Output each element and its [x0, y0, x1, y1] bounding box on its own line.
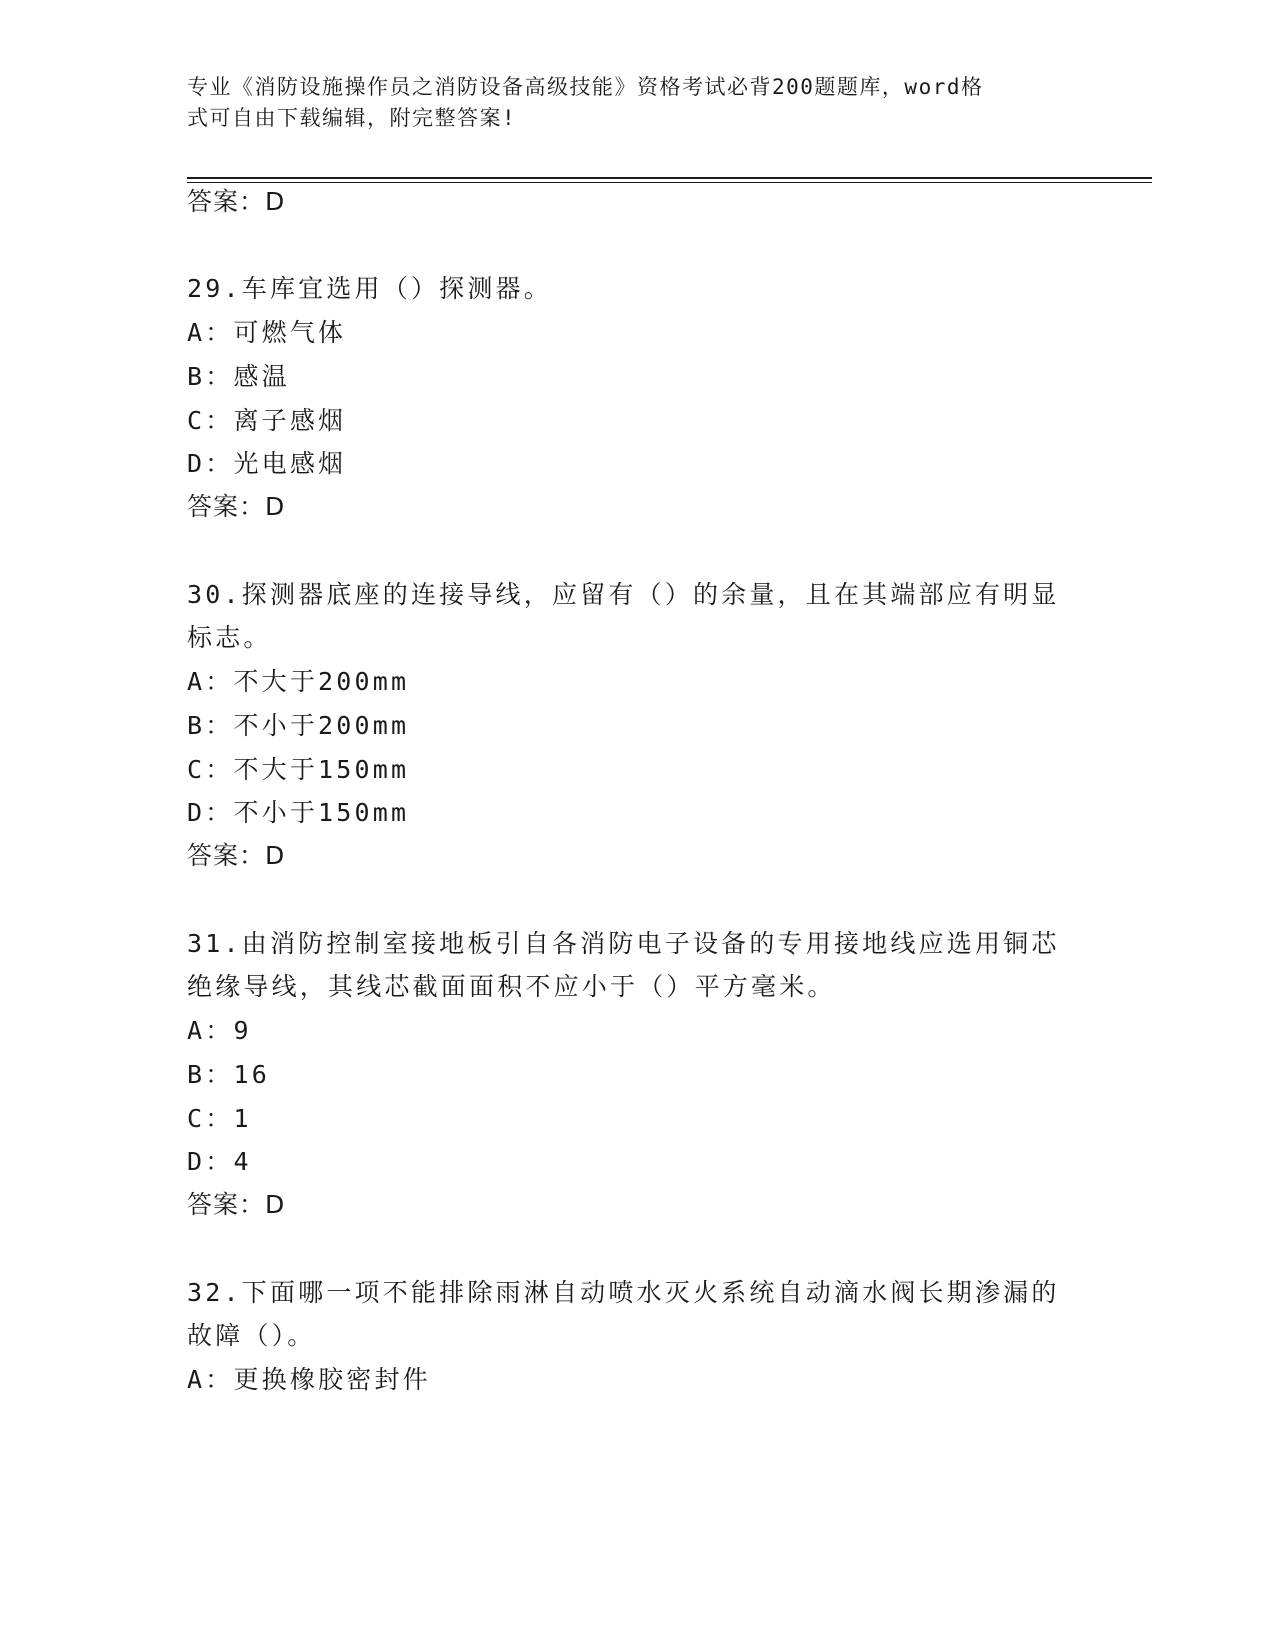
q29-answer: 答案：D	[187, 492, 286, 521]
q29-option-d: D：光电感烟	[187, 449, 347, 478]
document-header	[187, 72, 1067, 134]
q32-stem-line-1: 32.下面哪一项不能排除雨淋自动喷水灭火系统自动滴水阀长期渗漏的	[187, 1278, 1060, 1307]
q31-stem-line-1: 31.由消防控制室接地板引自各消防电子设备的专用接地线应选用铜芯	[187, 929, 1060, 958]
header-title-line-1: 专业《消防设施操作员之消防设备高级技能》资格考试必背200题题库，word格	[187, 75, 984, 99]
header-rule-secondary	[187, 182, 1152, 183]
q30-answer: 答案：D	[187, 841, 286, 870]
q30-option-d: D：不小于150mm	[187, 798, 410, 827]
q29-option-c: C：离子感烟	[187, 406, 347, 435]
q30-option-b: B：不小于200mm	[187, 711, 410, 740]
q30-option-a: A：不大于200mm	[187, 667, 410, 696]
q31-option-d: D：4	[187, 1147, 252, 1176]
q31-option-b: B：16	[187, 1060, 270, 1089]
q32-option-a: A：更换橡胶密封件	[187, 1365, 431, 1394]
q31-stem-line-2: 绝缘导线，其线芯截面面积不应小于（）平方毫米。	[187, 972, 836, 1001]
q29-option-b: B：感温	[187, 362, 290, 391]
q31-option-a: A：9	[187, 1016, 252, 1045]
q30-stem-line-2: 标志。	[187, 623, 272, 652]
q31-option-c: C：1	[187, 1104, 252, 1133]
header-rule	[187, 177, 1152, 179]
q29-stem: 29.车库宜选用（）探测器。	[187, 274, 552, 303]
q29-option-a: A：可燃气体	[187, 318, 347, 347]
header-title-line-2: 式可自由下载编辑，附完整答案!	[187, 106, 517, 130]
q30-option-c: C：不大于150mm	[187, 755, 410, 784]
q30-stem-line-1: 30.探测器底座的连接导线，应留有（）的余量，且在其端部应有明显	[187, 580, 1060, 609]
q31-answer: 答案：D	[187, 1190, 286, 1219]
answer-previous: 答案：D	[187, 187, 286, 216]
q32-stem-line-2: 故障（）。	[187, 1321, 316, 1350]
